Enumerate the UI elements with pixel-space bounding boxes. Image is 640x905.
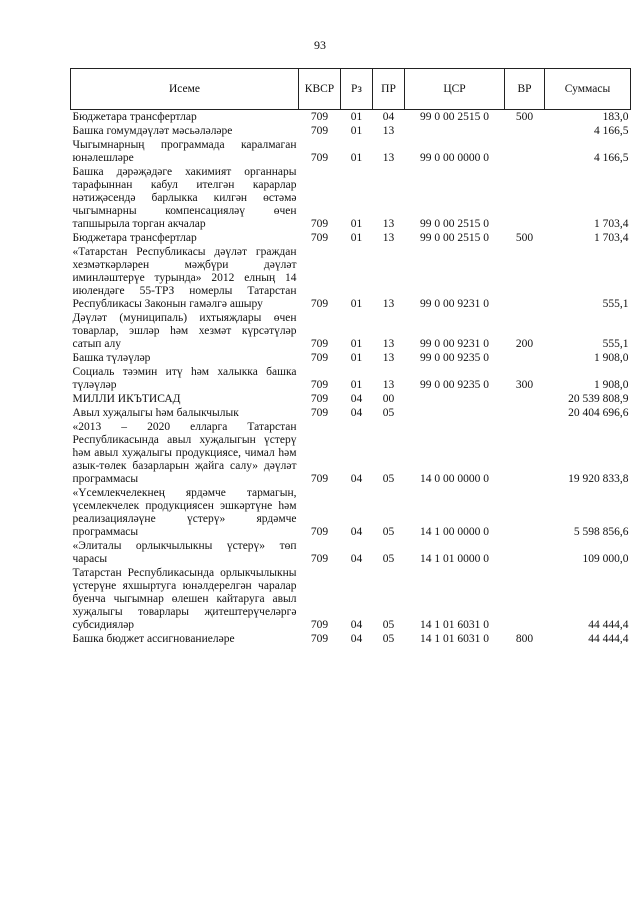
row-pr: 13 [382,338,395,350]
row-sum: 5 598 856,6 [573,526,629,538]
row-name: Авыл хуҗалыгы һәм балыкчылык [72,407,239,419]
row-csr: 14 1 01 0000 0 [420,553,489,565]
row-name: МИЛЛИ ИКЪТИСАД [72,393,181,405]
row-sum: 183,0 [602,111,629,123]
row-vr [505,165,545,231]
row-pr: 04 [382,111,395,123]
header-name: Исеме [71,69,299,110]
table-row [71,165,631,231]
row-kvsr: 709 [310,352,329,364]
row-sum: 109 000,0 [582,553,629,565]
row-vr [505,539,545,566]
row-sum: 44 444,4 [588,619,629,631]
row-rz: 04 [350,526,363,538]
row-name: Башка гомумдәүләт мәсьәләләре [72,125,233,137]
row-kvsr: 709 [310,298,329,310]
row-rz: 01 [350,152,363,164]
row-kvsr: 709 [310,379,329,391]
row-csr [405,124,505,138]
row-rz: 01 [350,298,363,310]
table-body [71,110,631,647]
row-name: «Элиталы орлыкчылыкны үстерү» төп чарасы [72,540,297,565]
row-pr: 13 [382,298,395,310]
table-row [71,392,631,406]
row-csr: 14 0 00 0000 0 [420,473,489,485]
row-sum: 1 908,0 [594,352,629,364]
row-pr: 05 [382,526,395,538]
row-vr: 500 [515,111,534,123]
row-pr: 05 [382,633,395,645]
row-rz: 04 [350,393,363,405]
row-vr [505,138,545,165]
row-pr: 13 [382,125,395,137]
row-vr [505,124,545,138]
row-csr: 99 0 00 9235 0 [420,352,489,364]
row-name: «Татарстан Республикасы дәүләт граждан хезмәткәрләрен мәҗбүри дәүләт иминләштерүе турында» 2012 елның 14 июлендәге 55-ТРЗ номерлы Татарстан Республикасы Законын гамәлгә ашыру [72,246,297,310]
row-rz: 04 [350,473,363,485]
row-kvsr: 709 [310,526,329,538]
budget-table [70,68,631,646]
row-kvsr: 709 [310,152,329,164]
row-pr: 05 [382,619,395,631]
row-kvsr: 709 [310,125,329,137]
row-vr [505,406,545,420]
row-vr [505,245,545,311]
row-sum: 1 703,4 [594,232,629,244]
table-row [71,311,631,351]
row-csr: 14 1 01 6031 0 [420,619,489,631]
row-pr: 05 [382,553,395,565]
row-name: «2013 – 2020 елларга Татарстан Республикасында авыл хуҗалыгын үстерү һәм авыл хуҗалыгы продукциясе, чимал һәм азык-төлек базарларын җайга салу» дәүләт программасы [72,421,297,485]
row-sum: 44 444,4 [588,633,629,645]
row-sum: 4 166,5 [594,125,629,137]
row-rz: 01 [350,111,363,123]
header-kvsr: КВСР [299,69,341,110]
row-csr [405,392,505,406]
row-kvsr: 709 [310,473,329,485]
table-row [71,566,631,632]
table-row [71,110,631,125]
row-csr: 99 0 00 9231 0 [420,338,489,350]
row-vr [505,486,545,539]
row-vr: 500 [515,232,534,244]
row-rz: 04 [350,619,363,631]
row-rz: 01 [350,352,363,364]
row-rz: 04 [350,407,363,419]
row-sum: 555,1 [602,338,629,350]
row-csr: 99 0 00 2515 0 [420,232,489,244]
row-csr: 99 0 00 9231 0 [420,298,489,310]
row-name: Бюджетара трансфертлар [72,111,197,123]
row-vr [505,392,545,406]
table-row [71,138,631,165]
row-sum: 555,1 [602,298,629,310]
header-rz: Рз [341,69,373,110]
row-name: Башка бюджет ассигнованиеләре [72,633,235,645]
table-row [71,632,631,646]
row-pr: 05 [382,473,395,485]
row-kvsr: 709 [310,407,329,419]
row-sum: 20 404 696,6 [568,407,629,419]
row-kvsr: 709 [310,218,329,230]
row-pr: 13 [382,218,395,230]
row-kvsr: 709 [310,232,329,244]
row-name: Чыгымнарның программада каралмаган юнәлешләре [72,139,297,164]
row-pr: 13 [382,352,395,364]
table-row [71,486,631,539]
row-vr: 800 [515,633,534,645]
row-name: Дәүләт (муниципаль) ихтыяҗлары өчен товарлар, эшләр һәм хезмәт күрсәтүләр сатып алу [72,312,297,350]
table-row [71,231,631,245]
table-row [71,245,631,311]
header-pr: ПР [373,69,405,110]
row-kvsr: 709 [310,633,329,645]
row-pr: 13 [382,152,395,164]
row-csr: 14 1 01 6031 0 [420,633,489,645]
row-name: Бюджетара трансфертлар [72,232,197,244]
row-rz: 01 [350,379,363,391]
row-pr: 13 [382,232,395,244]
table-row [71,420,631,486]
row-sum: 1 703,4 [594,218,629,230]
row-kvsr: 709 [310,111,329,123]
row-rz: 01 [350,232,363,244]
row-vr [505,420,545,486]
table-row [71,124,631,138]
row-pr: 13 [382,379,395,391]
row-sum: 20 539 808,9 [568,393,629,405]
row-kvsr: 709 [310,619,329,631]
row-rz: 01 [350,218,363,230]
row-name: Социаль тәэмин итү һәм халыкка башка түләүләр [72,366,297,391]
table-row [71,406,631,420]
row-name: Татарстан Республикасында орлыкчылыкны үстерүне яхшыртуга юнәлдерелгән чаралар буенча чыгымнар өлешен кайтаруга авыл хуҗалыгы товарлары җитештерүчеләргә субсидияләр [72,567,297,631]
header-csr: ЦСР [405,69,505,110]
row-vr: 300 [515,379,534,391]
row-csr: 99 0 00 9235 0 [420,379,489,391]
table-header [71,69,631,110]
header-sum: Суммасы [545,69,631,110]
row-rz: 04 [350,553,363,565]
row-pr: 05 [382,407,395,419]
table-row [71,365,631,392]
row-csr: 14 1 00 0000 0 [420,526,489,538]
row-kvsr: 709 [310,393,329,405]
row-sum: 19 920 833,8 [568,473,629,485]
row-kvsr: 709 [310,338,329,350]
row-csr: 99 0 00 2515 0 [420,218,489,230]
row-rz: 01 [350,125,363,137]
header-vr: ВР [505,69,545,110]
row-rz: 01 [350,338,363,350]
row-csr: 99 0 00 2515 0 [420,111,489,123]
row-csr [405,406,505,420]
row-name: «Үсемлекчелекнең ярдәмче тармагын, үсемлекчелек продукциясен эшкәртүне һәм реализацияләүне үстерү» ярдәмче программасы [72,487,297,538]
row-vr [505,566,545,632]
page-number: 93 [314,38,326,52]
row-sum: 1 908,0 [594,379,629,391]
row-csr: 99 0 00 0000 0 [420,152,489,164]
row-pr: 00 [382,393,395,405]
row-rz: 04 [350,633,363,645]
row-name: Башка дәрәҗәдәге хакимият органнары тарафыннан кабул ителгән карарлар нәтиҗәсендә барлыкка килгән өстәмә чыгымнарны компенсацияләү өчен тапшырыла торган акчалар [72,166,297,230]
row-name: Башка түләүләр [72,352,151,364]
table-row [71,351,631,365]
table-row [71,539,631,566]
row-vr [505,351,545,365]
row-vr: 200 [515,338,534,350]
row-kvsr: 709 [310,553,329,565]
row-sum: 4 166,5 [594,152,629,164]
